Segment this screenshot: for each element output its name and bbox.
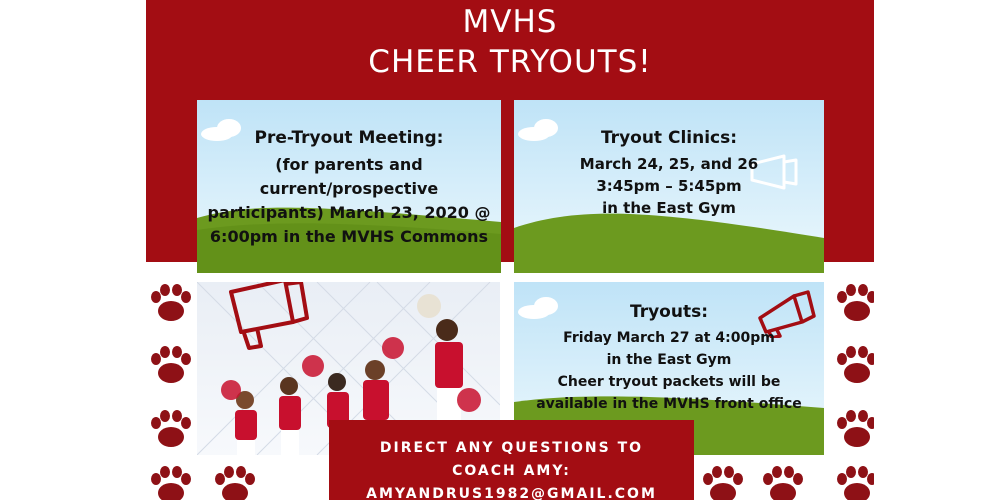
tryouts-card-title: Tryouts: (629, 302, 709, 322)
tryouts-line-3: Cheer tryout packets will be (557, 374, 781, 390)
flyer-title-school: MVHS (462, 4, 558, 40)
clinics-line-2: 3:45pm – 5:45pm (596, 177, 742, 195)
meeting-card-body (197, 153, 501, 249)
contact-line-1: DIRECT ANY QUESTIONS TO (379, 440, 644, 456)
meeting-card (197, 100, 501, 273)
paw-print-icon (148, 284, 194, 326)
paw-print-icon (700, 466, 746, 500)
paw-print-icon (834, 466, 874, 500)
meeting-line-2: current/prospective (259, 179, 439, 198)
meeting-line-3: participants) March 23, 2020 @ (207, 203, 491, 222)
meeting-line-1: (for parents and (275, 155, 423, 174)
clinics-card (514, 100, 824, 273)
meeting-card-title: Pre-Tryout Meeting: (254, 128, 444, 148)
clinics-card-title: Tryout Clinics: (600, 128, 738, 148)
flyer-title-event: CHEER TRYOUTS! (368, 44, 652, 80)
tryouts-line-1: Friday March 27 at 4:00pm (563, 330, 775, 346)
paw-print-icon (148, 346, 194, 388)
meeting-line-4: 6:00pm in the MVHS Commons (209, 227, 489, 246)
paw-print-icon (212, 466, 258, 500)
paw-print-icon (834, 410, 874, 452)
tryouts-line-4: available in the MVHS front office (536, 396, 802, 412)
contact-line-2: COACH AMY: (452, 463, 571, 479)
paw-print-icon (834, 346, 874, 388)
paw-print-icon (148, 466, 194, 500)
contact-box (329, 420, 694, 500)
tryout-flyer (146, 0, 874, 500)
paw-print-icon (760, 466, 806, 500)
clinics-card-body (514, 153, 824, 219)
clinics-line-3: in the East Gym (602, 199, 736, 217)
tryouts-line-2: in the East Gym (606, 352, 732, 368)
contact-email: AMYANDRUS1982@GMAIL.COM (366, 486, 657, 500)
clinics-line-1: March 24, 25, and 26 (579, 155, 759, 173)
tryouts-card-body (514, 327, 824, 415)
paw-print-icon (148, 410, 194, 452)
paw-print-icon (834, 284, 874, 326)
